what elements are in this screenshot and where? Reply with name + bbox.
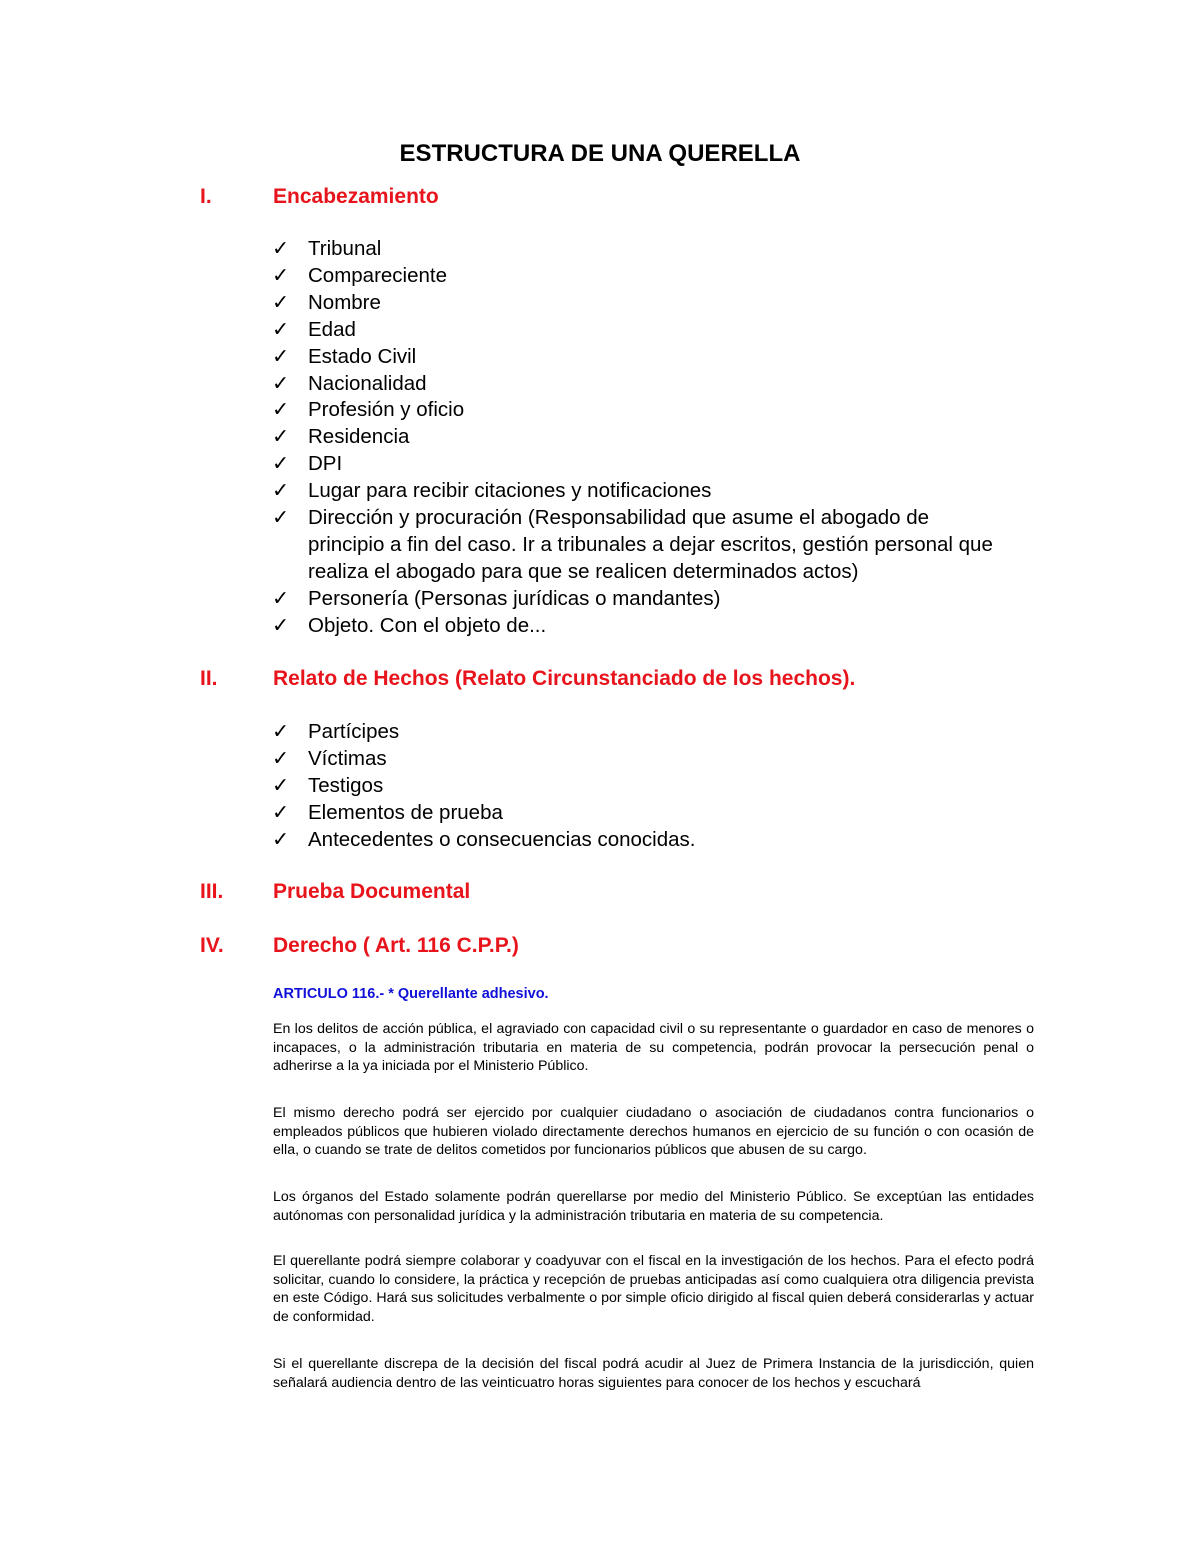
checkmark-icon: ✓: [272, 800, 290, 824]
section-number: IV.: [200, 934, 224, 957]
list-item: ✓ Personería (Personas jurídicas o mandantes): [270, 586, 1008, 613]
list-item: ✓ Testigos: [270, 773, 695, 800]
list-item: ✓ Tribunal: [270, 236, 1008, 263]
page-title: ESTRUCTURA DE UNA QUERELLA: [399, 140, 801, 167]
article-paragraph: En los delitos de acción pública, el agraviado con capacidad civil o su representante o guardador en caso de menores o incapaces, o la administración tributaria en materia de su competencia, podrán provocar la persecución penal o adherirse a la ya iniciada por el Ministerio Público.: [273, 1021, 1034, 1075]
checkmark-icon: ✓: [272, 344, 290, 368]
article-paragraph: El querellante podrá siempre colaborar y coadyuvar con el fiscal en la investigación de los hechos. Para el efecto podrá solicitar, cuando lo considere, la práctica y recepción de pruebas anticipadas así como cualquiera otra diligencia prevista en este Código. Hará sus solicitudes verbalmente o por simple oficio dirigido al fiscal quien deberá considerarlas y actuar de conformidad.: [273, 1253, 1035, 1325]
checkmark-icon: ✓: [272, 452, 290, 476]
article-label: ARTICULO 116.-: [273, 986, 385, 1002]
checkmark-icon: ✓: [272, 506, 290, 530]
article-heading: [273, 986, 549, 1002]
checkmark-icon: ✓: [272, 317, 290, 341]
list-item: ✓ Compareciente: [270, 263, 1008, 290]
list-item: ✓ Residencia: [270, 424, 1008, 451]
list-item: ✓ Nombre: [270, 290, 1008, 317]
checklist-encabezamiento: [270, 236, 1008, 640]
checkmark-icon: ✓: [272, 398, 290, 422]
list-item: ✓ Objeto. Con el objeto de...: [270, 613, 1008, 640]
article-paragraph: El mismo derecho podrá ser ejercido por cualquier ciudadano o asociación de ciudadanos contra funcionarios o empleados públicos que hubieren violado directamente derechos humanos en ejercicio de su función o con ocasión de ella, o cuando se trate de delitos cometidos por funcionarios públicos que abusen de su cargo.: [273, 1105, 1034, 1159]
section-number: II.: [200, 667, 218, 690]
section-title: Encabezamiento: [273, 185, 439, 208]
checkmark-icon: ✓: [272, 263, 290, 287]
list-item: ✓ Partícipes: [270, 719, 695, 746]
list-item: ✓ DPI: [270, 451, 1008, 478]
list-item: ✓ Dirección y procuración (Responsabilidad que asume el abogado de principio a fin del caso. Ir a tribunales a dejar escritos, gestión personal que realiza el abogado para que se realicen determinados actos): [272, 506, 993, 583]
list-item: ✓ Antecedentes o consecuencias conocidas.: [270, 827, 695, 854]
checkmark-icon: ✓: [272, 720, 290, 743]
list-item: ✓ Edad: [270, 317, 1008, 344]
section-title: Derecho ( Art. 116 C.P.P.): [273, 934, 519, 957]
checklist-relato: [270, 719, 695, 854]
checkmark-icon: ✓: [272, 773, 290, 797]
list-item: ✓ Nacionalidad: [270, 371, 1008, 398]
list-item: ✓ Profesión y oficio: [270, 397, 1008, 424]
checkmark-icon: ✓: [272, 613, 290, 637]
list-item: ✓ Víctimas: [270, 746, 695, 773]
section-title: Prueba Documental: [273, 880, 471, 903]
article-paragraph: Si el querellante discrepa de la decisión del fiscal podrá acudir al Juez de Primera Instancia de la jurisdicción, quien señalará audiencia dentro de las veinticuatro horas siguientes para conocer de los hechos y escuchará: [273, 1356, 1034, 1391]
list-item: ✓ Elementos de prueba: [270, 800, 695, 827]
section-number: I.: [200, 185, 212, 208]
checkmark-icon: ✓: [272, 371, 290, 395]
article-paragraph: Los órganos del Estado solamente podrán querellarse por medio del Ministerio Público. Se exceptúan las entidades autónomas con personalidad jurídica y la administración tributaria en materia de su competencia.: [273, 1189, 1034, 1224]
section-number: III.: [200, 880, 224, 903]
checkmark-icon: ✓: [272, 479, 290, 503]
list-item: ✓ Estado Civil: [270, 344, 1008, 371]
checkmark-icon: ✓: [272, 237, 290, 260]
checkmark-icon: ✓: [272, 827, 290, 851]
list-item: ✓ Lugar para recibir citaciones y notificaciones: [270, 478, 1008, 505]
checkmark-icon: ✓: [272, 586, 290, 610]
checkmark-icon: ✓: [272, 290, 290, 314]
section-title: Relato de Hechos (Relato Circunstanciado de los hechos).: [273, 667, 856, 690]
checkmark-icon: ✓: [272, 746, 290, 770]
article-title: * Querellante adhesivo.: [388, 986, 549, 1002]
checkmark-icon: ✓: [272, 425, 290, 449]
